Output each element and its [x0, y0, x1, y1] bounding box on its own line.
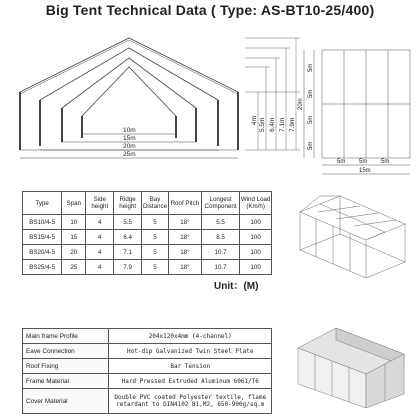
table-row — [23, 260, 272, 275]
table-cell: 10.7 — [201, 245, 239, 260]
plan-side-label-1: 5m — [308, 63, 314, 72]
table-cell: BS25/4-5 — [23, 260, 62, 275]
col-header: Longest Component — [201, 192, 239, 215]
table-row — [23, 374, 272, 389]
unit-label: Unit：(M) — [214, 281, 259, 292]
plan-length-label: 15m — [359, 168, 371, 174]
table-cell: 18° — [168, 245, 201, 260]
col-header: Type — [23, 192, 62, 215]
col-header: Wind Load (Km/h) — [240, 192, 272, 215]
table-cell: 7.9 — [114, 260, 142, 275]
side-height-label: 4m — [251, 115, 258, 125]
elevation-labels — [123, 116, 296, 158]
table-cell: 5 — [142, 230, 169, 245]
table-cell: 20 — [62, 245, 86, 260]
table-cell: 5.5 — [201, 215, 239, 230]
row-label: Main frame Profile — [23, 329, 109, 344]
table-cell: 15 — [62, 230, 86, 245]
width-label-25m: 25m — [123, 151, 136, 158]
table-cell: 100 — [240, 230, 272, 245]
spec-table-header — [23, 192, 272, 215]
tent-covered-3d-illustration — [298, 328, 404, 408]
col-header: Side height — [86, 192, 114, 215]
row-value: Double PVC coated Polyester textile, flame retardant to DIN4102 B1,M2, 650-900g/sq.m — [109, 389, 272, 414]
plan-side-label-4: 5m — [308, 141, 314, 150]
table-cell: 4 — [86, 215, 114, 230]
width-label-10m: 10m — [123, 127, 136, 134]
table-cell: 8.5 — [201, 230, 239, 245]
table-cell: 18° — [168, 215, 201, 230]
table-row — [23, 344, 272, 359]
row-value: 204x120x4mm (4-channel) — [109, 329, 272, 344]
table-cell: BS20/4-5 — [23, 245, 62, 260]
table-cell: 25 — [62, 260, 86, 275]
table-row — [23, 359, 272, 374]
plan-side-label-3: 5m — [308, 115, 314, 124]
height-label-7-9m: 7.9m — [289, 117, 296, 132]
table-row — [23, 389, 272, 414]
table-cell: 100 — [240, 260, 272, 275]
col-header: Span — [62, 192, 86, 215]
table-cell: 5 — [142, 260, 169, 275]
page-title: Big Tent Technical Data ( Type: AS-BT10-25/400) — [45, 2, 375, 18]
row-label: Cover Material — [23, 389, 109, 414]
plan-bay-label-1: 5m — [337, 159, 346, 165]
spec-table — [22, 191, 272, 275]
height-label-5-5m: 5.5m — [259, 117, 266, 132]
material-table — [22, 328, 272, 414]
table-cell: 18° — [168, 230, 201, 245]
table-row — [23, 230, 272, 245]
row-label: Roof Fixing — [23, 359, 109, 374]
height-label-7-1m: 7.1m — [279, 117, 286, 132]
table-cell: 5 — [142, 245, 169, 260]
table-cell: 100 — [240, 215, 272, 230]
plan-labels — [298, 64, 389, 174]
row-value: Hard Pressed Extruded Aluminum 6061/T6 — [109, 374, 272, 389]
table-cell: BS10/4-5 — [23, 215, 62, 230]
tent-floor-plan — [304, 50, 410, 174]
plan-bay-label-3: 5m — [381, 159, 390, 165]
table-cell: 5.5 — [114, 215, 142, 230]
table-cell: 4 — [86, 230, 114, 245]
width-label-15m: 15m — [123, 135, 136, 142]
row-label: Frame Material — [23, 374, 109, 389]
table-row — [23, 245, 272, 260]
table-cell: 100 — [240, 245, 272, 260]
table-cell: 10 — [62, 215, 86, 230]
table-cell: 7.1 — [114, 245, 142, 260]
table-cell: 6.4 — [114, 230, 142, 245]
row-value: Hot-dip Galvanized Twin Steel Plate — [109, 344, 272, 359]
table-cell: 5 — [142, 215, 169, 230]
table-cell: 10.7 — [201, 260, 239, 275]
table-cell: BS15/4-5 — [23, 230, 62, 245]
plan-width-label: 20m — [298, 98, 304, 110]
table-row — [23, 329, 272, 344]
col-header: Bay Distance — [142, 192, 169, 215]
plan-side-label-2: 5m — [308, 89, 314, 98]
tent-frame-3d-illustration — [300, 196, 405, 278]
col-header: Ridge height — [114, 192, 142, 215]
col-header: Roof Pitch — [168, 192, 201, 215]
row-label: Eave Connection — [23, 344, 109, 359]
width-label-20m: 20m — [123, 143, 136, 150]
table-cell: 18° — [168, 260, 201, 275]
tent-elevation-drawing — [20, 38, 300, 158]
table-cell: 4 — [86, 245, 114, 260]
height-label-6-4m: 6.4m — [269, 117, 276, 132]
row-value: Bar Tension — [109, 359, 272, 374]
table-row — [23, 215, 272, 230]
plan-bay-label-2: 5m — [359, 159, 368, 165]
table-cell: 4 — [86, 260, 114, 275]
